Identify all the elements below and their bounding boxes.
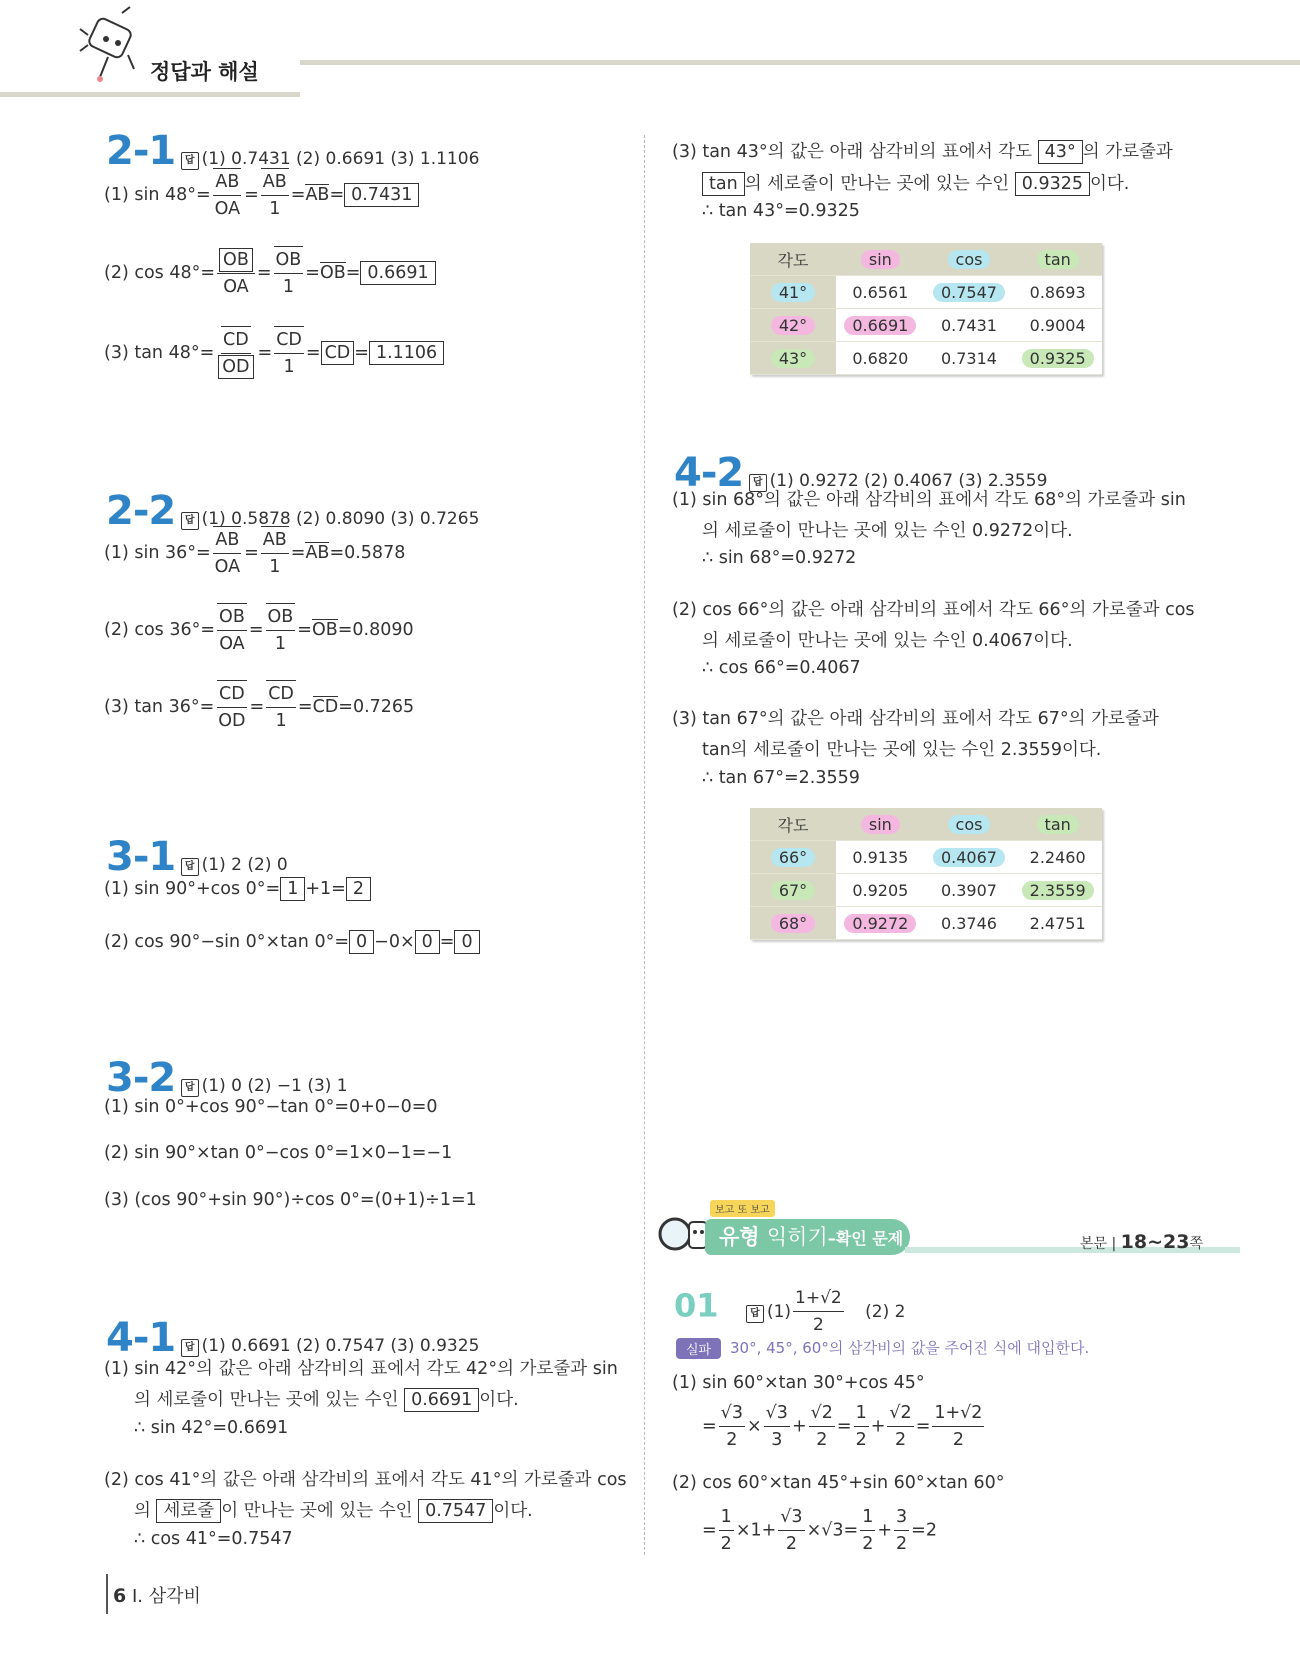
problem-number: 4-2 [674,450,744,496]
problem-4-1-s1-line-1: (1) sin 42°의 값은 아래 삼각비의 표에서 각도 42°의 가로줄과 sin [104,1359,618,1379]
header-rule [0,92,300,97]
problem-4-1-s2-line-1: (2) cos 41°의 값은 아래 삼각비의 표에서 각도 41°의 가로줄과 cos [104,1470,627,1490]
problem-4-1-s1-line-3: ∴ sin 42°=0.6691 [134,1418,289,1438]
problem-2-2-line-3: (3) tan 36°= $\frac{CD}{OD}$ = $\frac{CD}{1}$ =CD=0.7265 [104,680,414,734]
answer-icon: 답 [181,1079,199,1097]
answer-icon: 답 [181,1339,199,1357]
answer-icon: 답 [181,512,199,530]
table-row: 66° 0.9135 0.4067 2.2460 [750,841,1102,874]
problem-4-2-s1-line-3: ∴ sin 68°=0.9272 [702,548,857,568]
problem-2-1-line-3: (3) tan 48°= $\frac{CD}{OD}$ = $\frac{CD}{1}$ = CD = 1.1106 [104,326,444,380]
problem-4-1-s3-line-3: ∴ tan 43°=0.9325 [702,201,860,221]
problem-number: 2-2 [106,488,176,534]
answer-icon: 답 [746,1305,764,1323]
problem-4-2-s3-line-1: (3) tan 67°의 값은 아래 삼각비의 표에서 각도 67°의 가로줄과 [672,709,1159,729]
problem-3-2-header [106,1055,348,1101]
problem-4-1-s2-line-2: 의 세로줄 이 만나는 곳에 있는 수인 0.7547 이다. [134,1501,533,1521]
problem-4-1-s3-line-1: (3) tan 43°의 값은 아래 삼각비의 표에서 각도 43° 의 가로줄과 [672,142,1173,162]
problem-01-header: 01 답 (1) $\frac{1+√2}{2}$ (2) 2 [674,1286,906,1335]
section-badge: 보고 또 보고 [710,1200,775,1217]
trig-table-2 [750,808,1102,940]
problem-3-2-line-3: (3) (cos 90°+sin 90°)÷cos 0°=(0+1)÷1=1 [104,1190,477,1210]
problem-4-1-s1-line-2: 의 세로줄이 만나는 곳에 있는 수인 0.6691 이다. [134,1390,519,1410]
problem-number: 2-1 [106,128,176,174]
problem-01-line-1-calc: = $\frac{√3}{2}$ × $\frac{√3}{3}$ + $\frac{√2}{2}$ = $\frac{1}{2}$ + $\frac{√2}{2}$ = $\frac{1+√2}{2}$ [702,1400,986,1453]
problem-4-2-s2-line-3: ∴ cos 66°=0.4067 [702,658,861,678]
problem-2-1-line-2: (2) cos 48°= $\frac{OB}{OA}$ = $\frac{OB}{1}$ =OB= 0.6691 [104,246,436,300]
problem-01-line-2-calc: = $\frac{1}{2}$ ×1+ $\frac{√3}{2}$ ×√3= $\frac{1}{2}$ + $\frac{3}{2}$ =2 [702,1504,937,1557]
answer-text: (1) 0 (2) −1 (3) 1 [201,1076,348,1096]
table-row: 68° 0.9272 0.3746 2.4751 [750,907,1102,940]
answer-text: (1) 0.7431 (2) 0.6691 (3) 1.1106 [201,149,480,169]
table-header: tan [1013,243,1102,276]
answer-icon: 답 [181,152,199,170]
answer-icon: 답 [181,858,199,876]
problem-4-2-s1-line-2: 의 세로줄이 만나는 곳에 있는 수인 0.9272이다. [702,521,1073,541]
chapter-title: I. 삼각비 [131,1586,201,1607]
problem-3-2-line-2: (2) sin 90°×tan 0°−cos 0°=1×0−1=−1 [104,1143,453,1163]
problem-3-2-line-1: (1) sin 0°+cos 90°−tan 0°=0+0−0=0 [104,1097,438,1117]
problem-2-1-line-1: (1) sin 48°= $\frac{AB}{OA}$ = $\frac{AB}{1}$ =AB= 0.7431 [104,168,419,222]
page-reference: 본문 | 18~23쪽 [1080,1231,1204,1253]
table-row: 67° 0.9205 0.3907 2.3559 [750,874,1102,907]
problem-3-1-header [106,834,288,880]
problem-01-line-2: (2) cos 60°×tan 45°+sin 60°×tan 60° [672,1473,1005,1493]
problem-4-2-s3-line-2: tan의 세로줄이 만나는 곳에 있는 수인 2.3559이다. [702,740,1102,760]
column-divider [644,135,645,1555]
table-row: 43° 0.6820 0.7314 0.9325 [750,342,1102,375]
problem-number: 3-2 [106,1055,176,1101]
header-band [300,60,1300,65]
answer-text: (1) 0.6691 (2) 0.7547 (3) 0.9325 [201,1336,480,1356]
table-row: 41° 0.6561 0.7547 0.8693 [750,276,1102,309]
table-header: sin [836,808,925,841]
table-header: 각도 [750,243,836,276]
problem-4-2-s2-line-1: (2) cos 66°의 값은 아래 삼각비의 표에서 각도 66°의 가로줄과 cos [672,600,1195,620]
table-header: cos [925,243,1014,276]
table-header: cos [925,808,1014,841]
table-header: 각도 [750,808,836,841]
mascot-icon [78,5,148,85]
problem-01-line-1: (1) sin 60°×tan 30°+cos 45° [672,1373,925,1393]
answer-icon: 답 [749,474,767,492]
table-header: tan [1013,808,1102,841]
problem-2-2-line-1: (1) sin 36°= $\frac{AB}{OA}$ = $\frac{AB}{1}$ =AB=0.5878 [104,526,405,580]
problem-number: 4-1 [106,1315,176,1361]
answer-text: (1) 0.5878 (2) 0.8090 (3) 0.7265 [201,509,480,529]
answer-text: (1) 0.9272 (2) 0.4067 (3) 2.3559 [769,471,1048,491]
hint-tag: 실파 [676,1338,721,1359]
problem-number: 01 [674,1286,719,1325]
footer [113,1582,201,1608]
problem-number: 3-1 [106,834,176,880]
problem-2-2-line-2: (2) cos 36°= $\frac{OB}{OA}$ = $\frac{OB}{1}$ =OB=0.8090 [104,603,414,657]
trig-table-1 [750,243,1102,375]
problem-4-2-s3-line-3: ∴ tan 67°=2.3559 [702,768,860,788]
answer-text: (1) 2 (2) 0 [201,855,288,875]
problem-4-1-s3-line-2: tan 의 세로줄이 만나는 곳에 있는 수인 0.9325 이다. [702,170,1129,196]
page-title: 정답과 해설 [150,60,259,84]
table-row: 42° 0.6691 0.7431 0.9004 [750,309,1102,342]
page-number: 6 [113,1585,127,1607]
section-title: 유형 익히기–확인 문제 [705,1219,910,1255]
problem-4-2-s1-line-1: (1) sin 68°의 값은 아래 삼각비의 표에서 각도 68°의 가로줄과 sin [672,490,1186,510]
hint-text: 30°, 45°, 60°의 삼각비의 값을 주어진 식에 대입한다. [730,1339,1090,1357]
problem-4-2-s2-line-2: 의 세로줄이 만나는 곳에 있는 수인 0.4067이다. [702,631,1073,651]
footer-bar [106,1574,108,1614]
table-header: sin [836,243,925,276]
problem-3-1-line-1: (1) sin 90°+cos 0°= 1 +1= 2 [104,877,371,901]
problem-3-1-line-2: (2) cos 90°−sin 0°×tan 0°= 0 −0× 0 = 0 [104,930,480,954]
problem-4-1-s2-line-3: ∴ cos 41°=0.7547 [134,1529,293,1549]
